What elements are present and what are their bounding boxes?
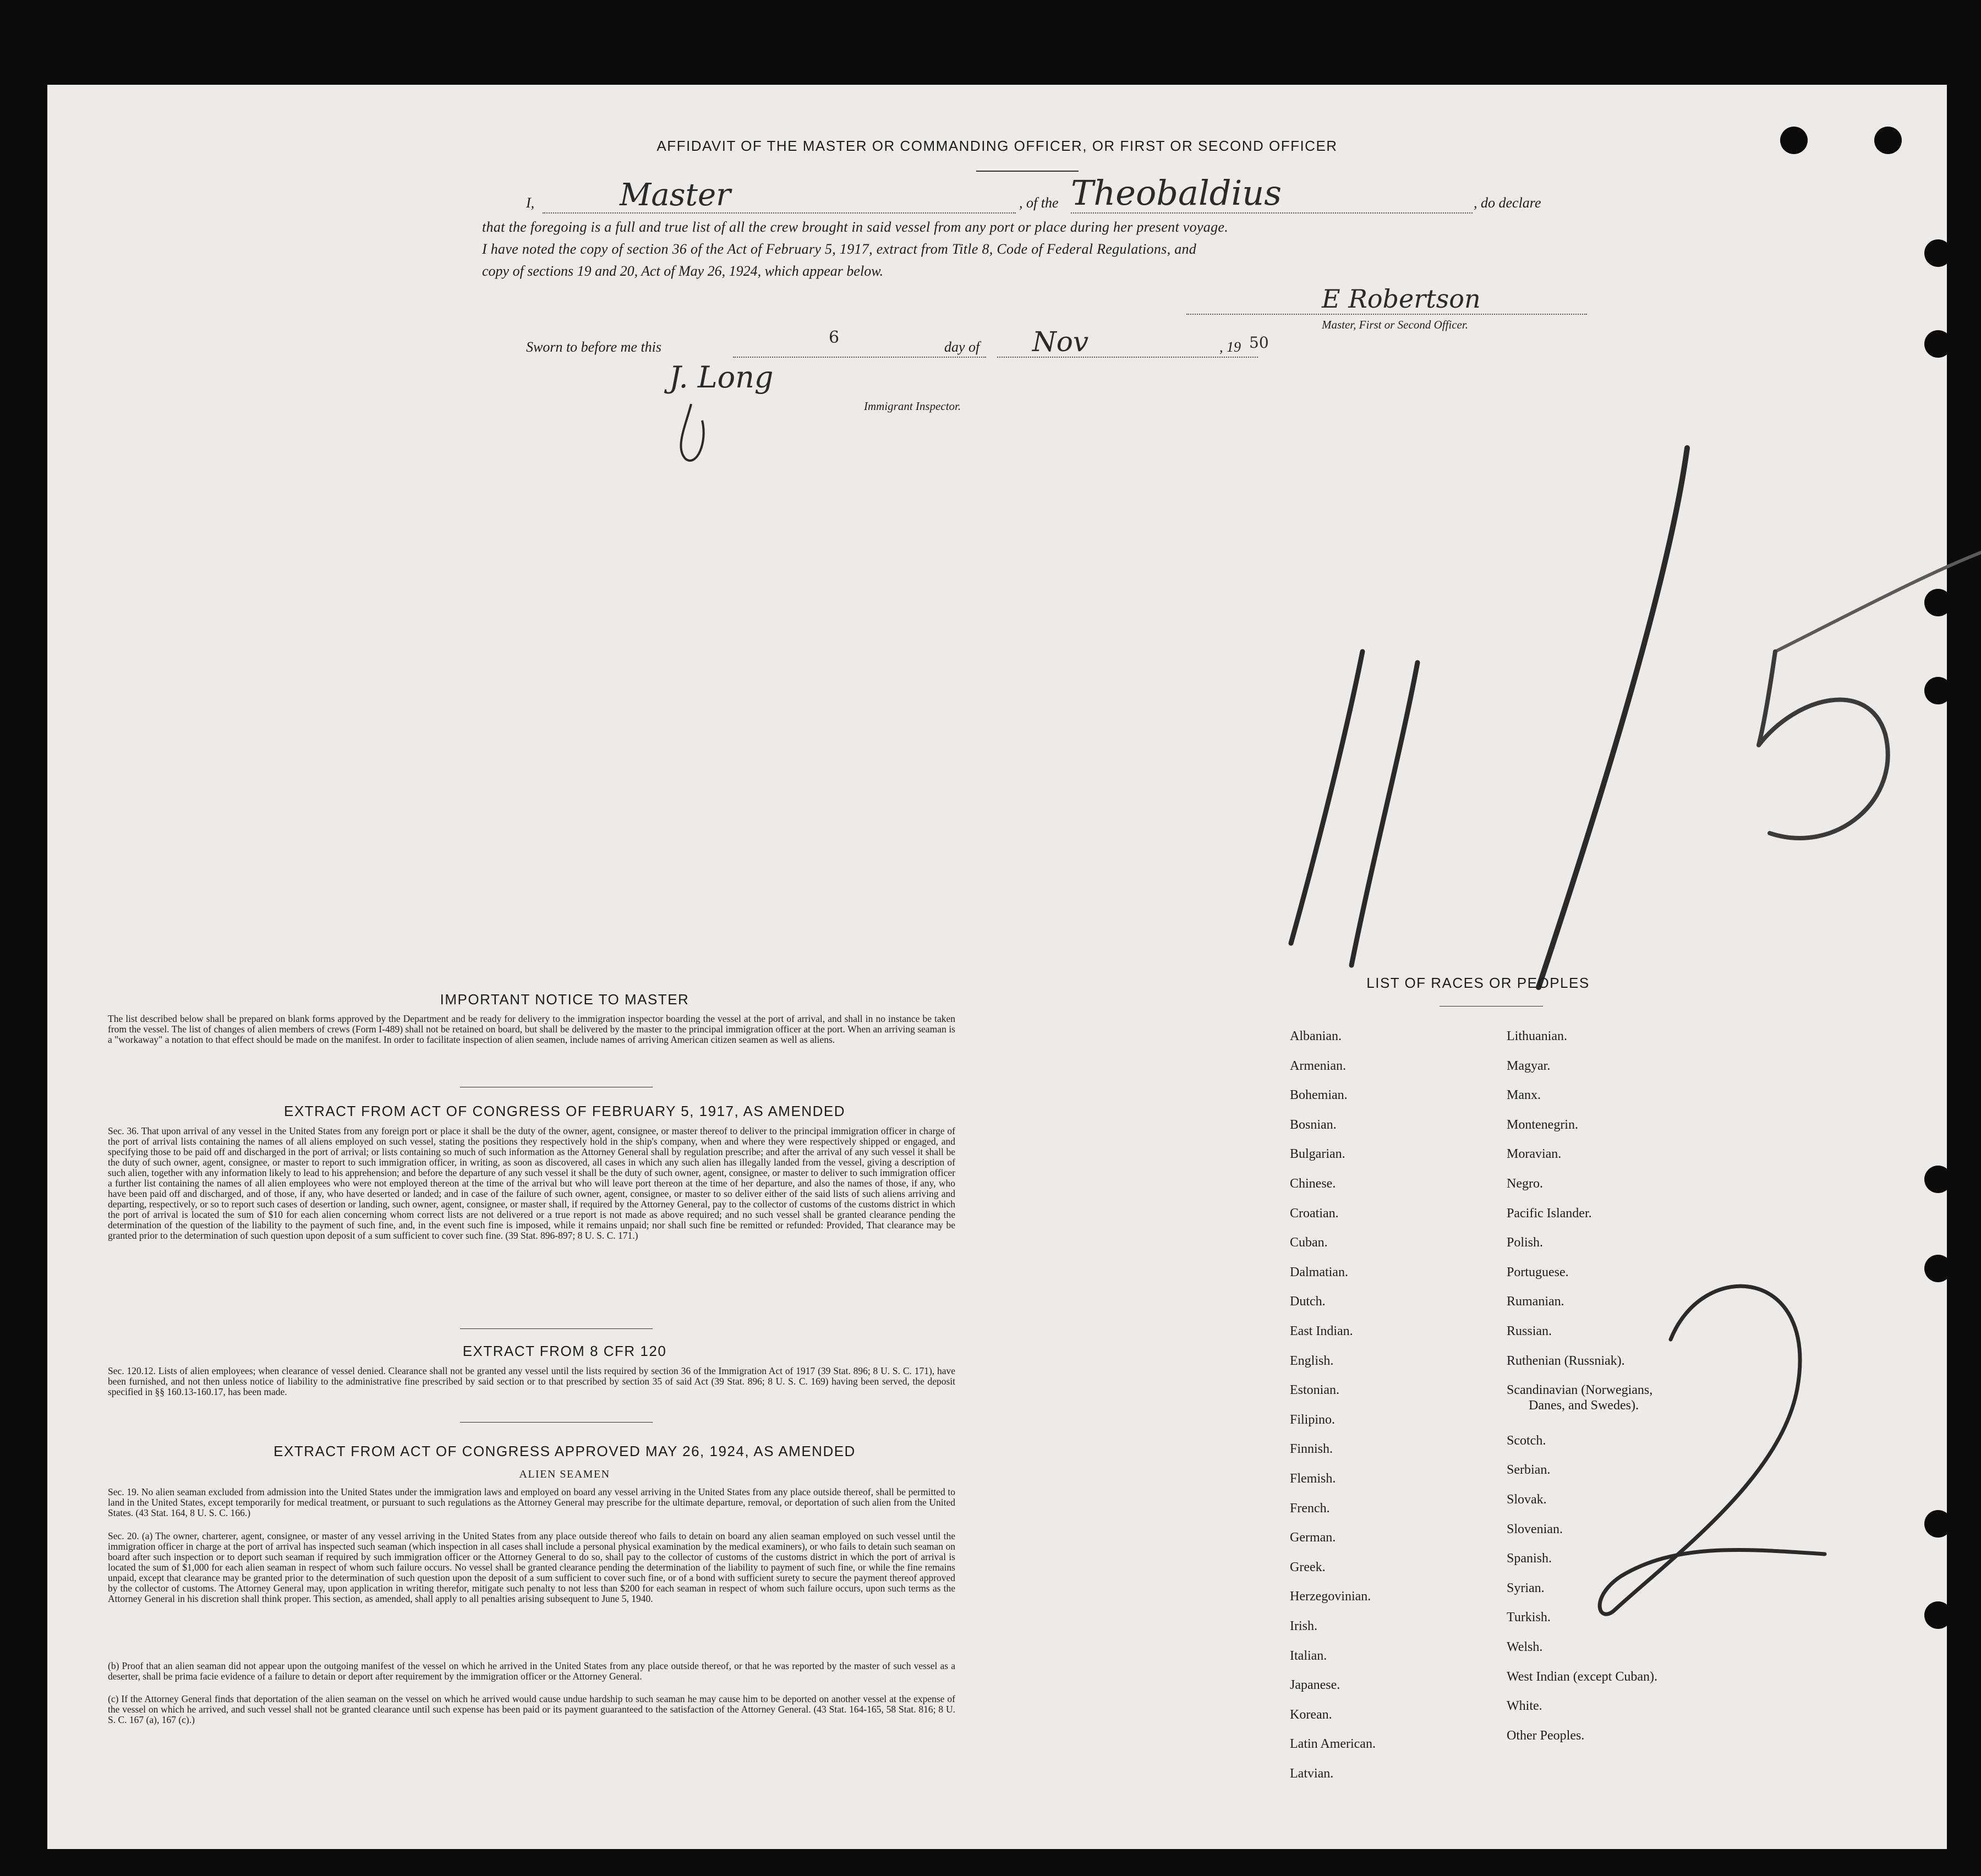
race-item: Armenian.: [1290, 1058, 1346, 1073]
race-item: Turkish.: [1507, 1610, 1551, 1625]
extract-1924-sec19: Sec. 19. No alien seaman excluded from admission into the United States under the immigration laws and employed on board any vessel arriving in the United States from any place outside thereof, shall be permitted to land in the United States, except temporarily for medical treatment, or pursuant to such regulations as the Attorney General may prescribe for the ultimate departure, removal, or deportation of such alien from the United States. (43 Stat. 164, 8 U. S. C. 166.): [108, 1486, 955, 1518]
races-rule: [1440, 1006, 1543, 1007]
extract-1917-text: Sec. 36. That upon arrival of any vessel in the United States from any foreign port or place it shall be the duty of the owner, agent, consignee, or master thereof to deliver to the principal immigration officer in charge of the port of arrival lists containing the names of all aliens employed on such vessel, stating the positions they respectively hold in the ship's company, when and where they were respectively shipped or engaged, and specifying those to be paid off and discharged in the port of arrival; or lists containing so much of such information as the Attorney General shall by regulation prescribe; and after the arrival of any such vessel it shall be the duty of such owner, agent, consignee, or master to report to such immigration officer, in writing, as soon as discovered, all cases in which any such alien has illegally landed from the vessel, giving a description of such alien, together with any information likely to lead to his apprehension; and before the departure of any such vessel it shall be the duty of such owner, agent, consignee, or master to deliver to such immigration officer a further list containing the names of all alien employees who were not employed thereon at the time of the arrival but who will leave port thereon at the time of her departure, and also the names of those, if any, who have been paid off and discharged, and of those, if any, who have deserted or landed; and in case of the failure of such owner, agent, consignee, or master to so deliver either of the said lists of such aliens arriving and departing, respectively, or so to report such cases of desertion or landing, such owner, agent, consignee, or master shall, if required by the Attorney General, pay to the collector of customs of the customs district in which the port of arrival is located the sum of $10 for each alien concerning whom correct lists are not delivered or a true report is not made as above required; and no such vessel shall be granted clearance pending the determination of the question of the liability to the payment of such fine, and, in the event such fine is imposed, while it remains unpaid; nor shall such fine be remitted or refunded: Provided, That clearance may be granted prior to the determination of such question upon deposit of a sum sufficient to cover such fine. (39 Stat. 896-897; 8 U. S. C. 171.): [108, 1125, 955, 1241]
extract-8cfr-text: Sec. 120.12. Lists of alien employees; when clearance of vessel denied. Clearance shall not be granted any vessel until the lists required by section 36 of the Immigration Act of 1917 (39 Stat. 896; 8 U. S. C. 171), have been furnished, and not then unless notice of liability to the administrative fine prescribed by said section or to that prescribed by section 35 of said Act (39 Stat. 896; 8 U. S. C. 169) having been served, the deposit specified in §§ 160.13-160.17, has been made.: [108, 1365, 955, 1397]
race-item: Russian.: [1507, 1324, 1552, 1338]
sworn-year-value: 50: [1249, 333, 1269, 352]
affidavit-i-label: I,: [526, 195, 535, 211]
race-item: Serbian.: [1507, 1463, 1551, 1478]
race-item: White.: [1507, 1699, 1542, 1714]
inspector-signature: J. Long: [669, 360, 774, 395]
race-item: East Indian.: [1290, 1324, 1353, 1338]
punch-hole: [1924, 1255, 1952, 1282]
vessel-name-handwritten: Theobaldius: [1071, 173, 1282, 213]
race-item: Moravian.: [1507, 1147, 1562, 1162]
race-item: Finnish.: [1290, 1442, 1333, 1457]
race-item: Dutch.: [1290, 1294, 1326, 1309]
notice-text: The list described below shall be prepared on blank forms approved by the Department and be ready for delivery to the immigration inspector boarding the vessel at the port of arrival, and shall in no instance be taken from the vessel. The list of changes of alien members of crews (Form I-489) shall not be retained on board, but shall be delivered by the master to the principal immigration officer at the port. When an arriving seaman is a "workaway" a notation to that effect should be made on the manifest. In order to facilitate inspection of alien seamen, include names of arriving American citizen seamen as well as aliens.: [108, 1013, 955, 1045]
extract-1924-subtitle: ALIEN SEAMEN: [519, 1468, 610, 1480]
punch-hole: [1924, 677, 1952, 704]
race-item: Danes, and Swedes).: [1529, 1398, 1639, 1413]
master-name-handwritten: Master: [620, 177, 731, 213]
race-item: English.: [1290, 1353, 1334, 1368]
big-number-handwriting: [1252, 437, 1981, 1015]
sworn-label: Sworn to before me this: [526, 339, 662, 355]
race-item: Other Peoples.: [1507, 1728, 1585, 1743]
race-item: German.: [1290, 1530, 1336, 1545]
punch-hole: [1924, 1510, 1952, 1538]
race-item: Bosnian.: [1290, 1117, 1337, 1132]
race-item: Korean.: [1290, 1707, 1332, 1722]
race-item: Estonian.: [1290, 1383, 1339, 1398]
race-item: Polish.: [1507, 1235, 1544, 1250]
race-item: Bohemian.: [1290, 1088, 1348, 1103]
affidavit-text-line-3: I have noted the copy of section 36 of the Act of February 5, 1917, extract from Title 8, Code of Federal Regulations, and: [482, 241, 1197, 257]
race-item: Ruthenian (Russniak).: [1507, 1353, 1625, 1368]
extract-1924-title: EXTRACT FROM ACT OF CONGRESS APPROVED MAY 26, 1924, AS AMENDED: [273, 1443, 856, 1459]
extract-1924-sec20c: (c) If the Attorney General finds that deportation of the alien seaman on the vessel on which he arrived would cause undue hardship to such seaman he may cause him to be deported on another vessel at the expense of the vessel on which he arrived, and such vessel shall not be granted clearance until such expense has been paid or its payment guaranteed to the satisfaction of the Attorney General. (43 Stat. 164-165, 58 Stat. 816; 8 U. S. C. 167 (a), 167 (c).): [108, 1693, 955, 1725]
punch-hole: [1874, 127, 1902, 154]
master-signature: E Robertson: [1322, 284, 1481, 314]
race-item: Spanish.: [1507, 1551, 1552, 1566]
sworn-year-prefix: , 19: [1219, 339, 1241, 355]
master-signature-label: Master, First or Second Officer.: [1322, 318, 1468, 331]
race-item: Bulgarian.: [1290, 1147, 1345, 1162]
number-2-handwriting: [1577, 1246, 1830, 1620]
race-item: Portuguese.: [1507, 1265, 1569, 1279]
race-item: Croatian.: [1290, 1206, 1339, 1221]
race-item: Latin American.: [1290, 1737, 1376, 1752]
race-item: Herzegovinian.: [1290, 1589, 1371, 1604]
extract-8cfr-title: EXTRACT FROM 8 CFR 120: [462, 1343, 667, 1359]
inspector-signature-flourish: [669, 404, 735, 470]
race-item: Chinese.: [1290, 1177, 1336, 1191]
punch-hole: [1924, 239, 1952, 267]
affidavit-title: AFFIDAVIT OF THE MASTER OR COMMANDING OFFICER, OR FIRST OR SECOND OFFICER: [656, 138, 1338, 154]
race-item: Dalmatian.: [1290, 1265, 1348, 1279]
race-item: Welsh.: [1507, 1640, 1543, 1654]
extract-1924-sec20a: Sec. 20. (a) The owner, charterer, agent, consignee, or master of any vessel arriving in the United States from any place outside thereof who fails to detain on board any alien seaman employed on such vessel until the immigration officer in charge at the port of arrival has inspected such seaman (which inspection in all cases shall include a personal physical examination by the medical examiners), or who fails to detain such seaman on board after such inspection or to deport such seaman if required by such immigration officer or the Attorney General to do so, shall pay to the collector of customs of the customs district in which the port of arrival is located the sum of $1,000 for each alien seaman in respect of whom such failure occurs. No vessel shall be granted clearance pending the determination of the liability to payment of such fine, or while the fine remains unpaid, except that clearance may be granted prior to the determination of such question upon the deposit of a sum sufficient to cover such fine, or of a bond with sufficient surety to secure the payment thereof approved by the collector of customs. The Attorney General may, upon application in writing therefor, mitigate such penalty to not less than $200 for each seaman in respect of whom such failure occurs, upon such terms as the Attorney General in his discretion shall think proper. This section, as amended, shall apply to all penalties arising subsequent to June 5, 1940.: [108, 1530, 955, 1604]
affidavit-do-declare: , do declare: [1474, 195, 1541, 211]
race-item: French.: [1290, 1501, 1330, 1516]
punch-hole: [1924, 589, 1952, 616]
races-title: LIST OF RACES OR PEOPLES: [1366, 975, 1590, 991]
race-item: Pacific Islander.: [1507, 1206, 1592, 1221]
race-item: Negro.: [1507, 1177, 1543, 1191]
sworn-month-value: Nov: [1032, 326, 1089, 358]
sworn-day-value: 6: [829, 328, 840, 347]
race-item: Filipino.: [1290, 1412, 1336, 1427]
race-item: Scotch.: [1507, 1433, 1546, 1448]
race-item: West Indian (except Cuban).: [1507, 1669, 1657, 1684]
race-item: Latvian.: [1290, 1766, 1334, 1781]
extract-8cfr-rule: [460, 1422, 653, 1423]
race-item: Manx.: [1507, 1088, 1541, 1103]
name-line: [543, 212, 1016, 214]
race-item: Rumanian.: [1507, 1294, 1564, 1309]
race-item: Irish.: [1290, 1619, 1317, 1633]
affidavit-text-line-4: copy of sections 19 and 20, Act of May 26, 1924, which appear below.: [482, 263, 884, 279]
document-page: [47, 85, 1947, 1849]
race-item: Japanese.: [1290, 1678, 1340, 1693]
race-item: Slovak.: [1507, 1492, 1547, 1507]
affidavit-of-the-label: , of the: [1019, 195, 1059, 211]
race-item: Slovenian.: [1507, 1522, 1563, 1536]
punch-hole: [1924, 1601, 1952, 1629]
race-item: Italian.: [1290, 1648, 1327, 1663]
punch-hole: [1924, 1166, 1952, 1193]
race-item: Lithuanian.: [1507, 1029, 1567, 1043]
master-signature-line: [1186, 314, 1587, 315]
race-item: Greek.: [1290, 1560, 1326, 1574]
sworn-day-line: [733, 357, 986, 358]
title-rule: [976, 171, 1079, 172]
punch-hole: [1924, 330, 1952, 358]
race-item: Magyar.: [1507, 1058, 1551, 1073]
race-item: Cuban.: [1290, 1235, 1328, 1250]
affidavit-text-line-2: that the foregoing is a full and true list of all the crew brought in said vessel from any port or place during her present voyage.: [482, 219, 1229, 235]
race-item: Scandinavian (Norwegians,: [1507, 1383, 1653, 1398]
number-2-value: [1588, 1240, 1589, 1241]
race-item: Montenegrin.: [1507, 1117, 1578, 1132]
inspector-label: Immigrant Inspector.: [864, 400, 961, 413]
extract-1917-rule: [460, 1328, 653, 1329]
sworn-day-of-label: day of: [944, 339, 980, 355]
notice-title: IMPORTANT NOTICE TO MASTER: [440, 991, 689, 1008]
race-item: Flemish.: [1290, 1472, 1336, 1486]
punch-hole: [1780, 127, 1808, 154]
extract-1917-title: EXTRACT FROM ACT OF CONGRESS OF FEBRUARY 5, 1917, AS AMENDED: [284, 1103, 845, 1119]
race-item: Albanian.: [1290, 1029, 1342, 1043]
race-item: Syrian.: [1507, 1580, 1545, 1595]
extract-1924-sec20b: (b) Proof that an alien seaman did not appear upon the outgoing manifest of the vessel on which he arrived in the United States from any place outside thereof, or that he was reported by the master of such vessel as a deserter, shall be prima facie evidence of a failure to detain or deport after requirement by the immigration officer or the Attorney General.: [108, 1660, 955, 1682]
